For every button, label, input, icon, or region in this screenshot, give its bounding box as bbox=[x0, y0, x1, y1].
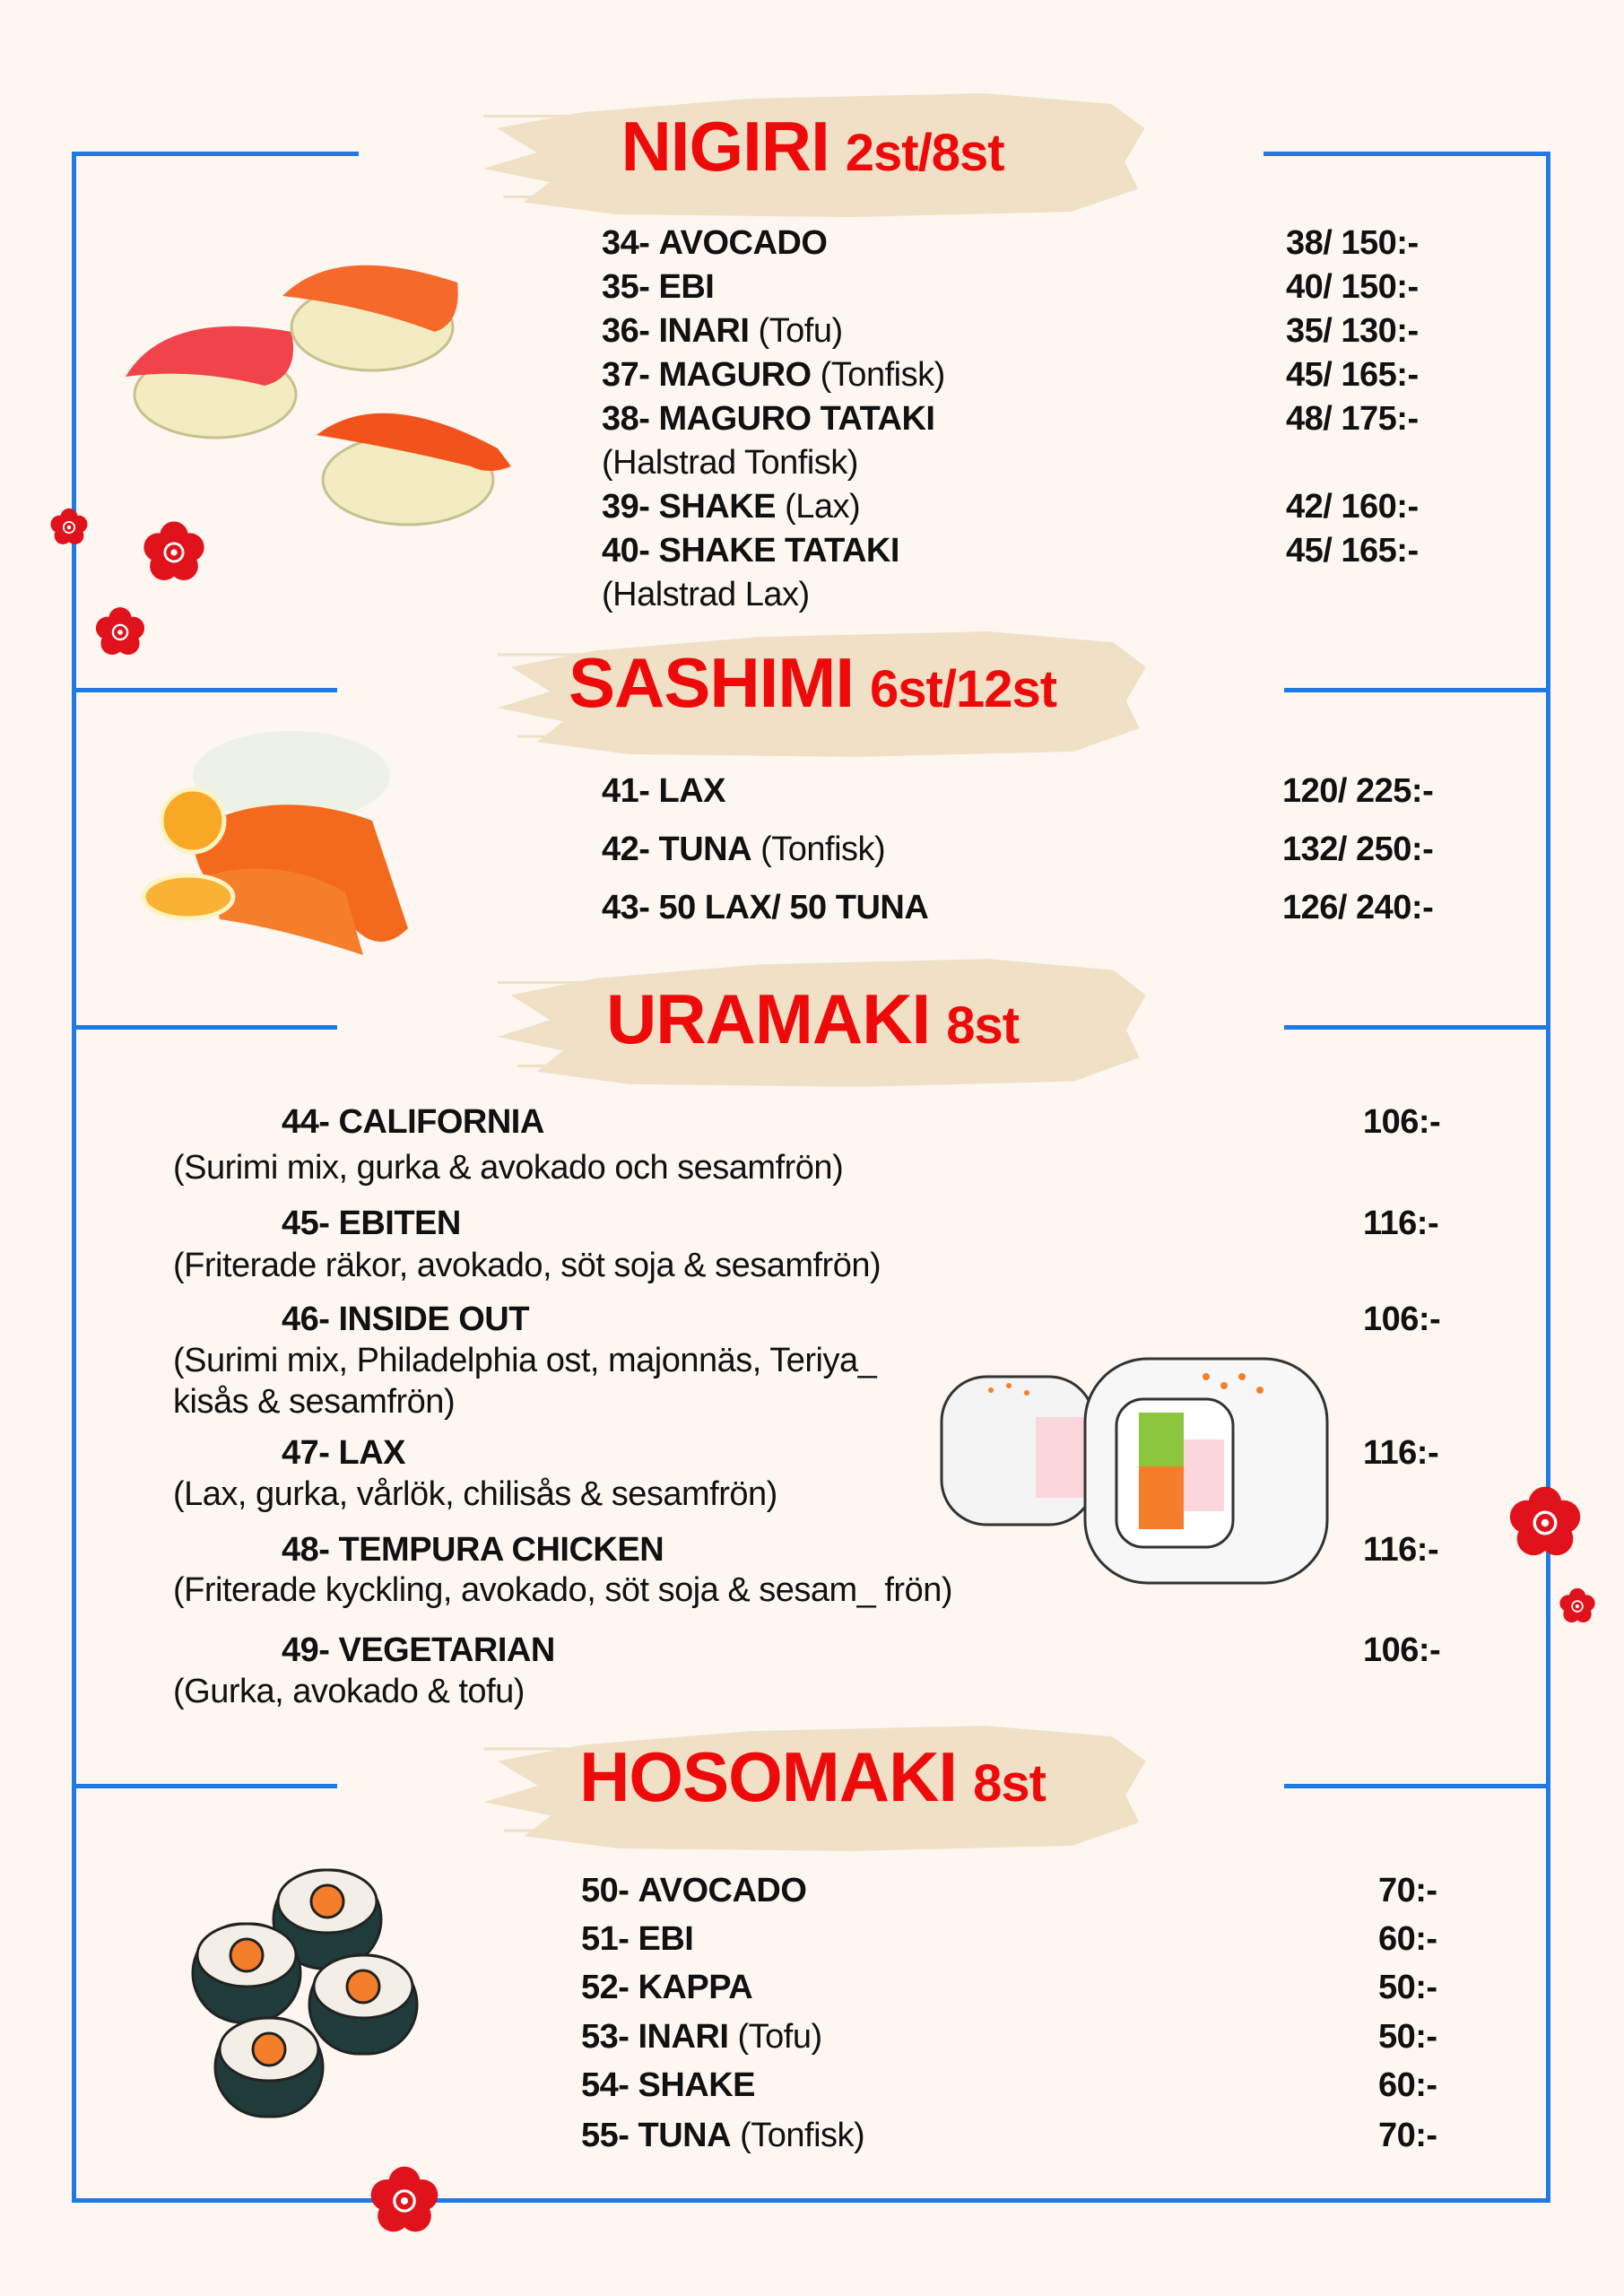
item-number: 52- bbox=[581, 1969, 630, 2006]
item-name: VEGETARIAN bbox=[338, 1631, 555, 1669]
item-number: 50- bbox=[581, 1872, 630, 1909]
item-name: MAGURO bbox=[658, 356, 812, 394]
item-name: AVOCADO bbox=[658, 224, 828, 262]
nigiri-image bbox=[112, 242, 534, 538]
section-heading-nigiri bbox=[621, 106, 1003, 187]
menu-item bbox=[602, 352, 945, 397]
divider-right bbox=[1284, 688, 1550, 692]
item-number: 53- bbox=[581, 2018, 630, 2056]
item-number: 37- bbox=[602, 356, 650, 394]
item-name: EBI bbox=[638, 1920, 694, 1958]
item-number: 54- bbox=[581, 2066, 630, 2104]
menu-item bbox=[602, 396, 935, 441]
section-portion: 8st bbox=[946, 996, 1020, 1055]
item-number: 51- bbox=[581, 1920, 630, 1958]
frame-left bbox=[72, 152, 76, 2203]
item-number: 44- bbox=[282, 1103, 330, 1141]
item-description: (Friterade räkor, avokado, söt soja & sesamfrön) bbox=[173, 1247, 881, 1284]
item-description: (Halstrad Lax) bbox=[602, 576, 810, 613]
sakura-flower-icon bbox=[49, 508, 89, 547]
menu-item bbox=[602, 885, 928, 930]
sakura-flower-icon bbox=[1507, 1485, 1583, 1561]
menu-item bbox=[282, 1628, 555, 1673]
item-price: 126/ 240:- bbox=[1282, 889, 1434, 926]
item-number: 39- bbox=[602, 488, 650, 526]
item-name: TUNA bbox=[658, 831, 752, 868]
section-title: URAMAKI bbox=[605, 979, 931, 1058]
item-description: (Surimi mix, Philadelphia ost, majonnäs, Teriya_ bbox=[173, 1342, 877, 1379]
item-number: 40- bbox=[602, 532, 650, 570]
item-description: (Friterade kyckling, avokado, söt soja & sesam_ frön) bbox=[173, 1571, 952, 1609]
menu-item bbox=[282, 1431, 405, 1475]
item-price: 116:- bbox=[1363, 1531, 1439, 1569]
item-price: 60:- bbox=[1378, 2066, 1437, 2104]
uramaki-image bbox=[937, 1350, 1336, 1592]
menu-item bbox=[282, 1527, 664, 1572]
item-price: 48/ 175:- bbox=[1286, 400, 1419, 438]
item-number: 43- bbox=[602, 889, 650, 926]
menu-item bbox=[602, 484, 860, 529]
item-name: SHAKE bbox=[658, 488, 777, 526]
divider-left bbox=[72, 1025, 337, 1030]
menu-item bbox=[602, 528, 899, 573]
menu-item bbox=[602, 221, 827, 265]
section-title: NIGIRI bbox=[621, 107, 829, 186]
item-price: 132/ 250:- bbox=[1282, 831, 1434, 868]
menu-item bbox=[282, 1100, 544, 1144]
item-price: 42/ 160:- bbox=[1286, 488, 1419, 526]
item-number: 42- bbox=[602, 831, 650, 868]
item-description: kisås & sesamfrön) bbox=[173, 1383, 456, 1421]
item-price: 106:- bbox=[1363, 1631, 1441, 1669]
item-price: 35/ 130:- bbox=[1286, 312, 1419, 350]
frame-top-right bbox=[1264, 152, 1550, 156]
section-heading-hosomaki bbox=[579, 1736, 1046, 1818]
section-heading-uramaki bbox=[606, 978, 1019, 1060]
item-name: CALIFORNIA bbox=[338, 1103, 544, 1141]
sakura-flower-icon bbox=[369, 2165, 440, 2237]
sakura-flower-icon bbox=[142, 520, 206, 585]
item-price: 116:- bbox=[1363, 1205, 1439, 1242]
section-heading-sashimi bbox=[569, 642, 1056, 724]
item-price: 40/ 150:- bbox=[1286, 268, 1419, 306]
item-number: 35- bbox=[602, 268, 650, 306]
item-price: 70:- bbox=[1378, 1872, 1437, 1909]
sashimi-image bbox=[139, 722, 448, 978]
item-name: INSIDE OUT bbox=[338, 1300, 529, 1338]
item-price: 45/ 165:- bbox=[1286, 532, 1419, 570]
divider-left bbox=[72, 1784, 337, 1788]
item-name: EBITEN bbox=[338, 1205, 461, 1242]
item-price: 70:- bbox=[1378, 2117, 1437, 2154]
item-note: (Tonfisk) bbox=[740, 2117, 865, 2154]
item-note: (Tonfisk) bbox=[760, 831, 886, 868]
item-name: MAGURO TATAKI bbox=[658, 400, 935, 438]
item-name: SHAKE TATAKI bbox=[658, 532, 899, 570]
item-name: TEMPURA CHICKEN bbox=[338, 1531, 664, 1569]
item-number: 47- bbox=[282, 1434, 330, 1472]
divider-right bbox=[1284, 1784, 1550, 1788]
item-number: 41- bbox=[602, 772, 650, 810]
frame-top-left bbox=[72, 152, 359, 156]
item-name: INARI bbox=[638, 2018, 729, 2056]
item-number: 38- bbox=[602, 400, 650, 438]
item-description: (Surimi mix, gurka & avokado och sesamfrön) bbox=[173, 1149, 844, 1187]
item-name: TUNA bbox=[638, 2117, 732, 2154]
item-note: (Tofu) bbox=[758, 312, 843, 350]
item-name: EBI bbox=[658, 268, 715, 306]
item-price: 60:- bbox=[1378, 1920, 1437, 1958]
item-price: 116:- bbox=[1363, 1434, 1439, 1472]
item-number: 55- bbox=[581, 2117, 630, 2154]
item-description: (Gurka, avokado & tofu) bbox=[173, 1673, 525, 1710]
item-number: 36- bbox=[602, 312, 650, 350]
item-name: SHAKE bbox=[638, 2066, 756, 2104]
sakura-flower-icon bbox=[94, 606, 146, 658]
sakura-flower-icon bbox=[1559, 1587, 1596, 1625]
item-note: (Lax) bbox=[785, 488, 861, 526]
item-price: 45/ 165:- bbox=[1286, 356, 1419, 394]
item-name: LAX bbox=[658, 772, 725, 810]
item-name: AVOCADO bbox=[638, 1872, 807, 1909]
section-portion: 2st/8st bbox=[845, 124, 1004, 182]
item-price: 38/ 150:- bbox=[1286, 224, 1419, 262]
item-number: 46- bbox=[282, 1300, 330, 1338]
item-price: 50:- bbox=[1378, 2018, 1437, 2056]
divider-right bbox=[1284, 1025, 1550, 1030]
menu-item bbox=[581, 1868, 806, 1913]
item-number: 48- bbox=[282, 1531, 330, 1569]
menu-item bbox=[602, 265, 714, 309]
menu-item bbox=[581, 2113, 864, 2158]
item-number: 49- bbox=[282, 1631, 330, 1669]
divider-left bbox=[72, 688, 337, 692]
menu-item bbox=[581, 1965, 752, 2010]
item-name: LAX bbox=[338, 1434, 405, 1472]
menu-item bbox=[282, 1201, 461, 1246]
section-title: SASHIMI bbox=[568, 643, 854, 722]
item-name: 50 LAX/ 50 TUNA bbox=[658, 889, 929, 926]
item-description: (Lax, gurka, vårlök, chilisås & sesamfrön) bbox=[173, 1475, 777, 1513]
item-note: (Tonfisk) bbox=[820, 356, 945, 394]
item-price: 106:- bbox=[1363, 1103, 1441, 1141]
item-number: 34- bbox=[602, 224, 650, 262]
item-price: 106:- bbox=[1363, 1300, 1441, 1338]
menu-item bbox=[602, 309, 843, 353]
section-title: HOSOMAKI bbox=[579, 1737, 958, 1816]
frame-right bbox=[1546, 152, 1550, 2203]
hosomaki-image bbox=[188, 1866, 430, 2126]
item-description: (Halstrad Tonfisk) bbox=[602, 444, 858, 482]
section-portion: 6st/12st bbox=[870, 660, 1057, 718]
menu-item bbox=[602, 769, 725, 813]
menu-item bbox=[581, 1917, 693, 1961]
section-portion: 8st bbox=[973, 1754, 1046, 1813]
menu-item bbox=[581, 2063, 755, 2108]
item-note: (Tofu) bbox=[737, 2018, 822, 2056]
frame-bottom bbox=[72, 2198, 1550, 2203]
menu-item bbox=[282, 1297, 529, 1342]
item-price: 120/ 225:- bbox=[1282, 772, 1434, 810]
item-price: 50:- bbox=[1378, 1969, 1437, 2006]
menu-item bbox=[602, 827, 885, 872]
menu-item bbox=[581, 2014, 822, 2059]
item-name: KAPPA bbox=[638, 1969, 753, 2006]
item-name: INARI bbox=[658, 312, 750, 350]
item-number: 45- bbox=[282, 1205, 330, 1242]
